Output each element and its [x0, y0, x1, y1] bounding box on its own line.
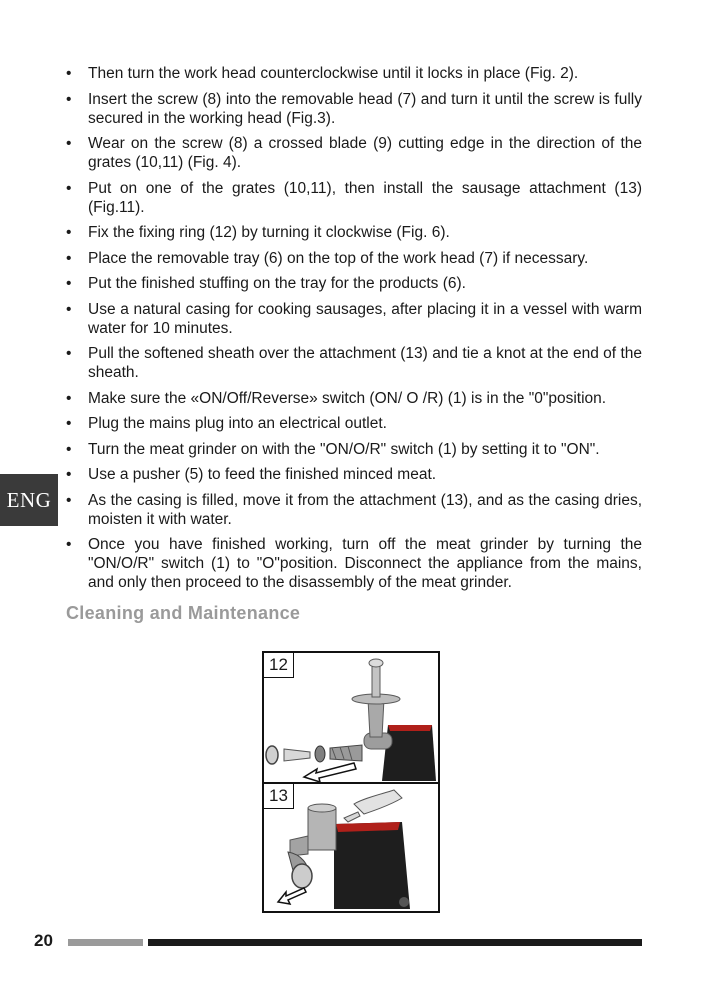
list-item: • Make sure the «ON/Off/Reverse» switch (ON/ O /R) (1) is in the "0"position.: [66, 389, 642, 408]
list-item: • Then turn the work head counterclockwise until it locks in place (Fig. 2).: [66, 64, 642, 83]
list-item: • Pull the softened sheath over the attachment (13) and tie a knot at the end of the sheath.: [66, 344, 642, 382]
list-item: • Place the removable tray (6) on the top of the work head (7) if necessary.: [66, 249, 642, 268]
list-item: • Put on one of the grates (10,11), then install the sausage attachment (13) (Fig.11).: [66, 179, 642, 217]
footer-bar-black: [148, 939, 642, 946]
list-item: • Use a pusher (5) to feed the finished minced meat.: [66, 465, 642, 484]
list-item: • Insert the screw (8) into the removable head (7) and turn it until the screw is fully secured in the working head (Fig.3).: [66, 90, 642, 128]
figure-label: 12: [264, 653, 294, 678]
figure-label: 13: [264, 784, 294, 809]
list-item: • Wear on the screw (8) a crossed blade (9) cutting edge in the direction of the grates (10,11) (Fig. 4).: [66, 134, 642, 172]
illustration-figure: [262, 651, 440, 913]
list-item: • As the casing is filled, move it from the attachment (13), and as the casing dries, moisten it with water.: [66, 491, 642, 529]
instruction-list: [66, 64, 642, 599]
language-tab: ENG: [0, 474, 58, 526]
list-item: • Turn the meat grinder on with the "ON/O/R" switch (1) by setting it to "ON".: [66, 440, 642, 459]
section-heading: Cleaning and Maintenance: [66, 603, 301, 623]
list-item: • Use a natural casing for cooking sausages, after placing it in a vessel with warm water for 10 minutes.: [66, 300, 642, 338]
list-item: • Once you have finished working, turn off the meat grinder by turning the "ON/O/R" switch (1) to "O"position. Disconnect the appliance from the mains, and only then proceed to the disassembly of the meat grinder.: [66, 535, 642, 592]
list-item: • Fix the fixing ring (12) by turning it clockwise (Fig. 6).: [66, 223, 642, 242]
list-item: • Put the finished stuffing on the tray for the products (6).: [66, 274, 642, 293]
page-number: 20: [34, 931, 53, 950]
figure-panel-13: [264, 784, 438, 913]
list-item: • Plug the mains plug into an electrical outlet.: [66, 414, 642, 433]
footer-bar-gray: [68, 939, 143, 946]
figure-panel-12: [264, 653, 438, 784]
